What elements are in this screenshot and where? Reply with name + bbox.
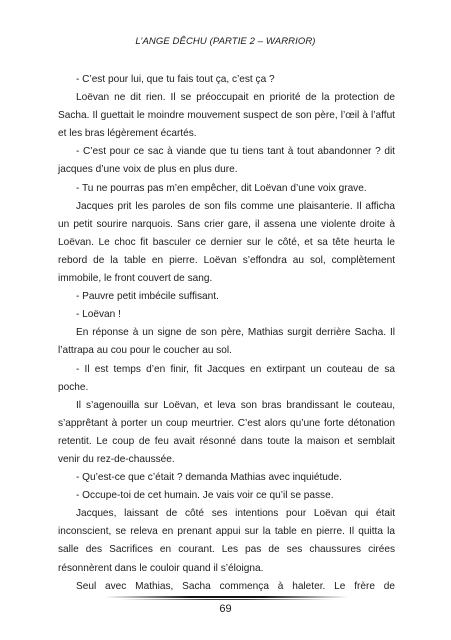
paragraph: Jacques, laissant de côté ses intentions pour Loëvan qui était inconscient, se releva en prenant appui sur la table en pierre. Il quitta la salle des Sacrifices en courant. Les pas de ses chaussures cirées résonnèrent dans le couloir quand il s’éloigna. — [58, 508, 395, 574]
paragraph: - Occupe-toi de cet humain. Je vais voir ce qu’il se passe. — [76, 490, 334, 502]
body-text — [58, 71, 395, 596]
paragraph: - Qu’est-ce que c’était ? demanda Mathias avec inquiétude. — [76, 472, 342, 484]
paragraph: - Il est temps d’en finir, fit Jacques en extirpant un couteau de sa poche. — [58, 363, 395, 393]
paragraph: - C’est pour lui, que tu fais tout ça, c’est ça ? — [76, 74, 275, 85]
footer-rule-underline — [120, 599, 333, 600]
paragraph: En réponse à un signe de son père, Mathias surgit derrière Sacha. Il l’attrapa au cou pour le coucher au sol. — [58, 327, 395, 357]
paragraph: Loëvan ne dit rien. Il se préoccupait en priorité de la protection de Sacha. Il guettait le moindre mouvement suspect de son père, l’œil à l’affut et les bras légèrement écartés. — [58, 92, 395, 140]
paragraph: - Loëvan ! — [76, 309, 121, 321]
paragraph: Jacques prit les paroles de son fils comme une plaisanterie. Il afficha un petit sourire narquois. Sans crier gare, il assena une violente droite à Loëvan. Le choc fit basculer ce dernier sur le côté, et sa tête heurta le rebord de la table en pierre. Loëvan s’effondra au sol, complètement immobile, le front couvert de sang. — [58, 200, 395, 285]
paragraph: - Pauvre petit imbécile suffisant. — [76, 291, 219, 303]
footer-rule — [105, 596, 348, 598]
running-header: L’ANGE DÊCHU (PARTIE 2 – WARRIOR) — [135, 36, 316, 47]
page-number: 69 — [219, 603, 232, 615]
paragraph: Il s’agenouilla sur Loëvan, et leva son bras brandissant le couteau, s’apprêtant à porter un coup meurtrier. C’est alors qu’une forte détonation retentit. Le coup de feu avait résonné dans toute la maison et semblait venir du rez-de-chaussée. — [58, 399, 395, 465]
paragraph: - Tu ne pourras pas m’en empêcher, dit Loëvan d’une voix grave. — [76, 182, 367, 194]
paragraph: - C’est pour ce sac à viande que tu tiens tant à tout abandonner ? dit jacques d’une voix de plus en plus dure. — [58, 146, 395, 176]
paragraph-last-line: Seul avec Mathias, Sacha commença à haleter. Le frère de — [76, 580, 395, 592]
